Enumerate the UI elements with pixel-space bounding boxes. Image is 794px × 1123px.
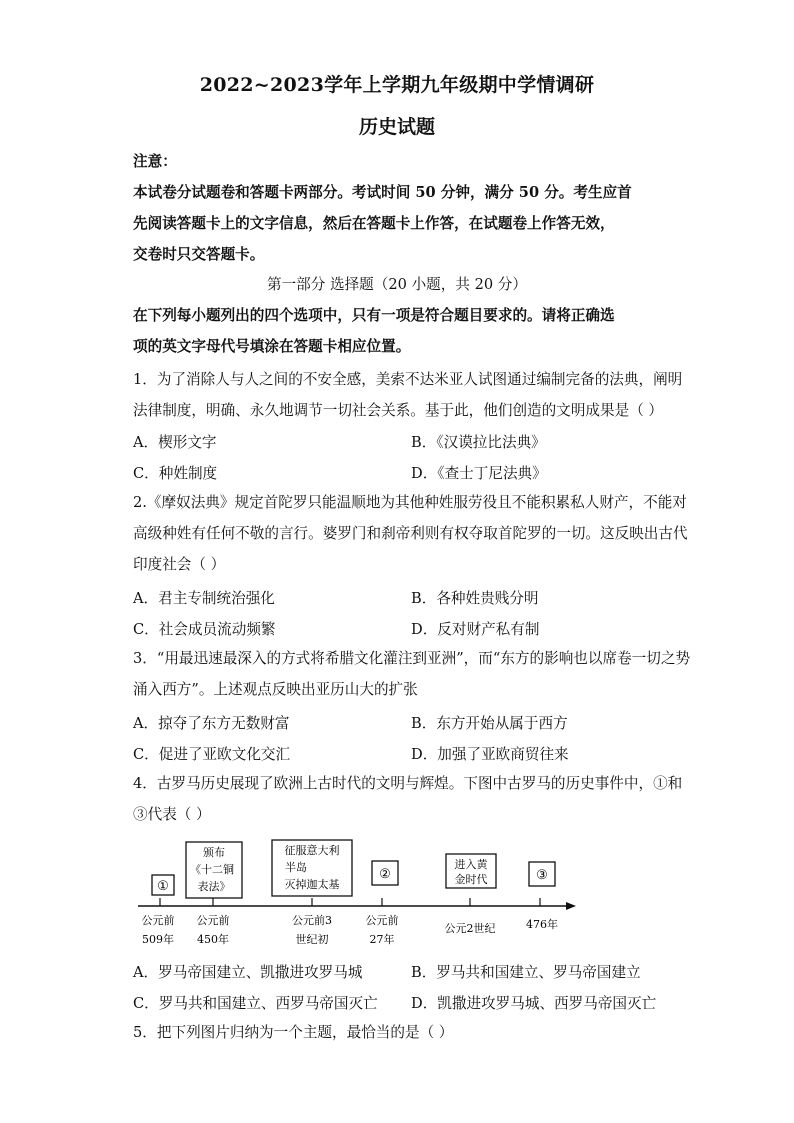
question-3-option-d: D．加强了亚欧商贸往来 [411,746,569,763]
notice-line: 本试卷分试题卷和答题卡两部分。考试时间 50 分钟，满分 50 分。考生应首 [133,184,632,201]
question-4-option-d: D．凯撒进攻罗马城、西罗马帝国灭亡 [411,995,657,1012]
question-3-option-a: A．掠夺了东方无数财富 [133,715,290,732]
section-instruction: 在下列每小题列出的四个选项中，只有一项是符合题目要求的。请将正确选 [133,307,615,324]
question-3-option-b: B．东方开始从属于西方 [411,715,568,732]
question-3-option-c: C．促进了亚欧文化交汇 [133,746,291,763]
timeline-box-text: 金时代 [454,873,488,886]
section-instruction: 项的英文字母代号填涂在答题卡相应位置。 [133,338,411,355]
question-3-stem: 3．“用最迅速最深入的方式将希腊文化灌注到亚洲”，而“东方的影响也以席卷一切之势 [133,650,691,667]
timeline-tick-label: 509年 [142,933,174,946]
question-1-stem: 1．为了消除人与人之间的不安全感，美索不达米亚人试图通过编制完备的法典，阐明 [133,371,683,388]
timeline-box-2-label: ② [379,867,391,882]
timeline-box-text: 颁布 [203,846,225,859]
timeline-box-1-label: ① [157,879,169,894]
timeline-box-3-label: ③ [536,868,548,883]
question-1-option-b: B．《汉谟拉比法典》 [411,434,546,451]
question-5-stem: 5．把下列图片归纳为一个主题，最恰当的是（ ） [133,1024,454,1041]
timeline-tick-label: 公元前 [196,914,230,927]
question-4-option-b: B．罗马共和国建立、罗马帝国建立 [411,964,641,981]
timeline-tick-label: 476年 [526,918,558,931]
timeline-box-text: 表法》 [197,880,231,893]
notice-label: 注意： [133,153,177,170]
question-4-option-c: C．罗马共和国建立、西罗马帝国灭亡 [133,995,378,1012]
question-2-option-b: B．各种姓贵贱分明 [411,590,539,607]
question-2-stem: 2.《摩奴法典》规定首陀罗只能温顺地为其他种姓服劳役且不能积累私人财产，不能对 [133,494,687,511]
notice-line: 交卷时只交答题卡。 [133,246,265,263]
question-3-stem: 涌入西方”。上述观点反映出亚历山大的扩张 [133,681,418,698]
question-4-option-a: A．罗马帝国建立、凯撒进攻罗马城 [133,964,363,981]
timeline-box-text: 半岛 [285,861,307,874]
timeline-tick-label: 公元前3 [292,914,332,927]
timeline-arrow [566,902,576,910]
question-4-stem: 4．古罗马历史展现了欧洲上古时代的文明与辉煌。下图中古罗马的历史事件中，①和 [133,775,683,792]
question-1-option-a: A．楔形文字 [133,434,217,451]
exam-title: 2022~2023学年上学期九年级期中学情调研 [199,74,595,96]
timeline-box-text: 《十二铜 [190,863,234,876]
timeline-tick-label: 公元前 [141,914,175,927]
question-2-option-a: A．君主专制统治强化 [133,590,275,607]
question-2-stem: 高级种姓有任何不敬的言行。婆罗门和刹帝利则有权夺取首陀罗的一切。这反映出古代 [133,525,688,542]
question-2-option-c: C．社会成员流动频繁 [133,621,276,638]
timeline-tick-label: 450年 [197,933,229,946]
question-1-option-d: D．《查士丁尼法典》 [411,465,547,482]
question-2-option-d: D．反对财产私有制 [411,621,540,638]
question-1-option-c: C．种姓制度 [133,465,218,482]
roman-history-timeline [120,832,580,952]
question-2-stem: 印度社会（ ） [133,556,226,573]
section-title: 第一部分 选择题（20 小题，共 20 分） [266,276,527,293]
timeline-tick-label: 公元2世纪 [444,922,496,935]
exam-subtitle: 历史试题 [358,116,435,138]
timeline-box-text: 征服意大利 [284,844,340,857]
notice-line: 先阅读答题卡上的文字信息，然后在答题卡上作答，在试题卷上作答无效， [133,215,615,232]
timeline-box-text: 进入黄 [454,858,488,871]
question-1-stem: 法律制度，明确、永久地调节一切社会关系。基于此，他们创造的文明成果是（ ） [133,402,664,419]
timeline-box-text: 灭掉迦太基 [284,878,340,891]
timeline-tick-label: 27年 [369,933,395,946]
timeline-tick-label: 世纪初 [295,933,329,946]
timeline-tick-label: 公元前 [365,914,399,927]
question-4-stem: ③代表（ ） [133,806,211,823]
